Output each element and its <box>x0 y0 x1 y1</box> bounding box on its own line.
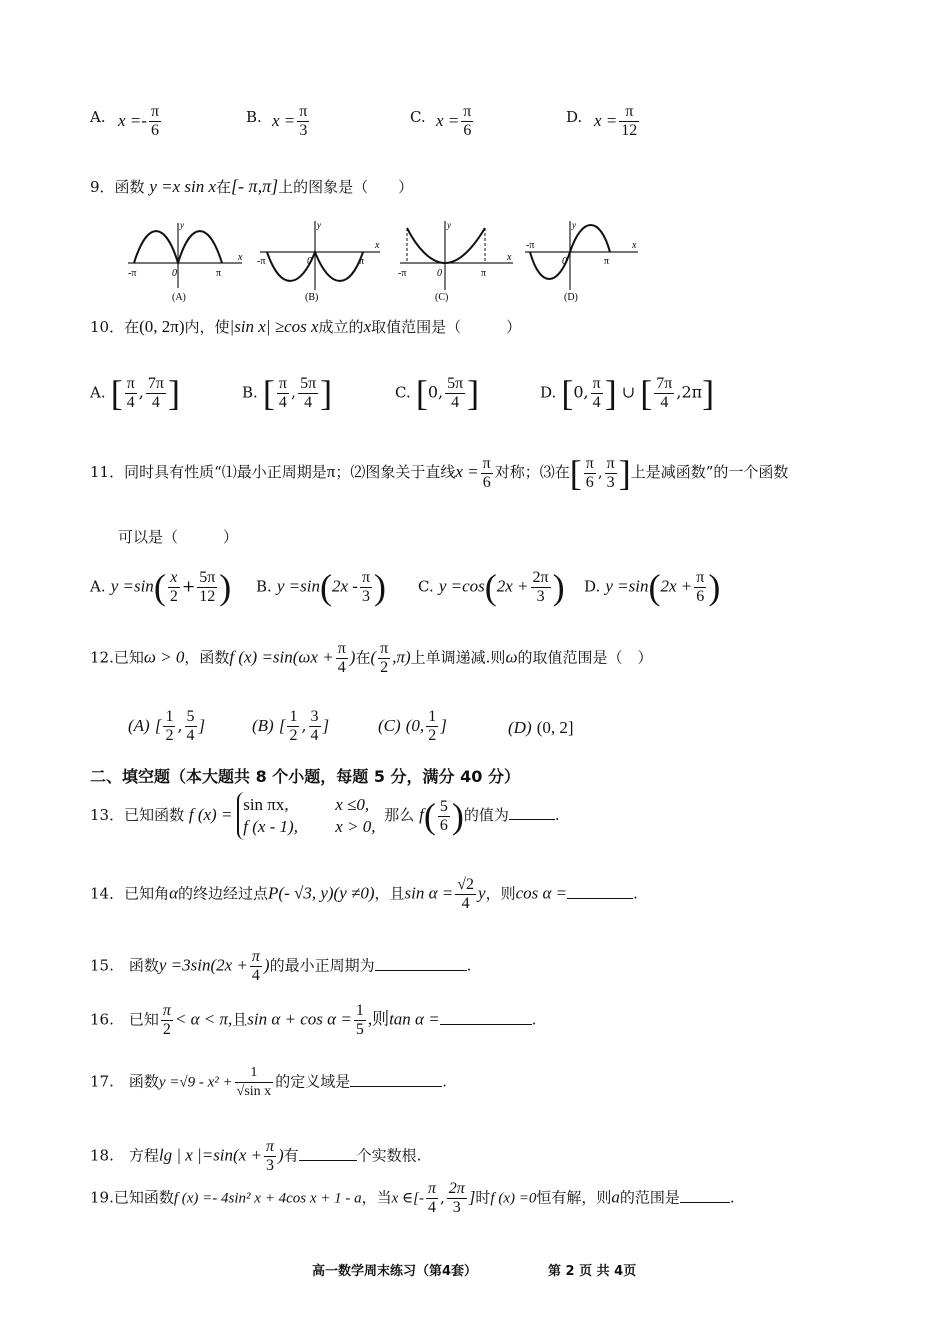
q8-option-c-label: C. <box>410 108 426 126</box>
question-18: 18. 方程lg | x |=sin(x + $\frac{\pi}{3}$ )有 个实数根. <box>90 1138 422 1174</box>
q11-option-c: C. y =cos(2x + $\frac{2\pi}{3}$ ) <box>418 567 565 607</box>
question-15: 15. 函数y =3sin(2x + $\frac{\pi}{4}$ )的最小正周期为 . <box>90 948 472 984</box>
section-2-heading: 二、填空题（本大题共 8 个小题，每题 5 分，满分 40 分） <box>90 767 520 786</box>
q9-graph-b <box>257 220 380 303</box>
svg-text:0: 0 <box>172 268 177 279</box>
question-17: 17. 函数y =√9 - x² + $\frac{1}{\text{√sin x}}$ 的定义域是 . <box>90 1065 447 1099</box>
q9-graph-d <box>525 220 638 303</box>
question-16: 16. 已知 $\frac{\pi}{2}$ < α < π,且sin α + cos α = $\frac{1}{5}$ ,则tan α = . <box>90 1002 537 1038</box>
svg-text:y: y <box>317 220 321 230</box>
svg-text:π: π <box>481 268 487 279</box>
svg-text:x: x <box>507 252 512 263</box>
q8-option-c: x = $\frac{\pi}{6}$ <box>436 103 472 139</box>
q11-option-a: A. y =sin( $\frac{x}{2}$ + $\frac{5\pi}{12}$ ) <box>90 567 232 607</box>
q10-option-d: D. [0, $\frac{\pi}{4}$ ] ∪ [ $\frac{7\pi}{4}$ ,2π] <box>540 373 715 413</box>
svg-text:x: x <box>375 240 380 251</box>
footer-title: 高一数学周末练习（第4套） <box>312 1264 478 1279</box>
q17-answer-blank[interactable] <box>350 1072 442 1087</box>
question-10: 10．在(0, 2π)内，使|sin x| ≥cos x成立的x取值范围是（ ） <box>90 317 522 336</box>
question-14: 14．已知角α的终边经过点P(- √3, y)(y ≠0)，且sin α = $\frac{√2}{4}$ y，则cos α = . <box>90 876 638 912</box>
svg-text:y: y <box>447 220 451 230</box>
question-11: 11．同时具有性质“⑴最小正周期是π；⑵图象关于直线x = $\frac{\pi}{6}$ 对称；⑶在[ $\frac{\pi}{6}$ , $\frac{\pi}{3}$ ]上是减函数”的一个函数 <box>90 453 789 493</box>
svg-text:(D): (D) <box>564 292 578 303</box>
svg-text:0: 0 <box>307 256 312 267</box>
q18-answer-blank[interactable] <box>299 1146 357 1161</box>
svg-text:π: π <box>216 268 222 279</box>
q9-graph-a <box>128 220 243 303</box>
q8-option-d-label: D. <box>566 108 583 126</box>
q10-option-b: B. [ $\frac{\pi}{4}$ , $\frac{5\pi}{4}$ ] <box>242 373 333 413</box>
svg-text:-π: -π <box>128 268 137 279</box>
svg-text:0: 0 <box>437 268 442 279</box>
svg-text:(B): (B) <box>305 292 319 303</box>
svg-text:x: x <box>632 240 637 251</box>
svg-text:x: x <box>238 252 243 263</box>
q19-answer-blank[interactable] <box>680 1188 730 1203</box>
question-19: 19.已知函数f (x) =- 4sin² x + 4cos x + 1 - a，当x ∈[- $\frac{\pi}{4}$ , $\frac{2\pi}{3}$ ]时f (x) =0恒有解，则a的范围是 . <box>90 1180 735 1216</box>
q14-answer-blank[interactable] <box>567 884 633 899</box>
q12-option-b: (B) [ $\frac{1}{2}$ , $\frac{3}{4}$ ] <box>252 708 330 744</box>
q8-option-a-label: A. <box>90 108 106 126</box>
q13-answer-blank[interactable] <box>509 805 555 820</box>
q8-option-b-label: B. <box>246 108 262 126</box>
q8-option-b: x = $\frac{\pi}{3}$ <box>272 103 308 139</box>
question-13: 13．已知函数 f (x) = sin πx, x ≤0, f (x - 1), x > 0, 那么 f( $\frac{5}{6}$ )的值为 . <box>90 792 560 840</box>
q12-option-c: (C) (0, $\frac{1}{2}$ ] <box>378 708 447 744</box>
q10-option-c: C. [0, $\frac{5\pi}{4}$ ] <box>395 373 480 413</box>
question-11-line2: 可以是（ ） <box>118 528 239 546</box>
question-9: 9．函数 y =x sin x在[- π,π]上的图象是（ ） <box>90 176 414 196</box>
svg-text:(A): (A) <box>172 292 186 303</box>
q8-option-a: x =- $\frac{\pi}{6}$ <box>118 103 160 139</box>
svg-text:(C): (C) <box>435 292 449 303</box>
q9-graph-c <box>398 220 513 303</box>
svg-text:y: y <box>180 220 184 230</box>
svg-text:-π: -π <box>398 268 407 279</box>
svg-text:y: y <box>572 220 576 230</box>
question-12: 12.已知ω > 0，函数f (x) =sin(ωx + $\frac{\pi}{4}$ )在( $\frac{\pi}{2}$ ,π)上单调递减.则ω的取值范围是（ ） <box>90 640 653 676</box>
svg-text:π: π <box>359 256 365 267</box>
q8-option-d: x = $\frac{\pi}{12}$ <box>594 103 638 139</box>
q11-option-d: D. y =sin(2x + $\frac{\pi}{6}$ ) <box>584 567 721 607</box>
q16-answer-blank[interactable] <box>440 1010 532 1025</box>
q12-option-d: (D) (0, 2] <box>508 718 574 737</box>
footer-page-number: 第 2 页 共 4页 <box>548 1264 637 1279</box>
q12-option-a: (A) [ $\frac{1}{2}$ , $\frac{5}{4}$ ] <box>128 708 206 744</box>
q10-option-a: A. [ $\frac{\pi}{4}$ , $\frac{7\pi}{4}$ ] <box>90 373 180 413</box>
svg-text:0: 0 <box>562 256 567 267</box>
svg-text:-π: -π <box>257 256 266 267</box>
svg-text:π: π <box>604 256 610 267</box>
q11-option-b: B. y =sin(2x - $\frac{\pi}{3}$ ) <box>256 567 387 607</box>
svg-text:-π: -π <box>526 240 535 251</box>
q15-answer-blank[interactable] <box>375 956 467 971</box>
q9-graphs <box>120 218 640 308</box>
